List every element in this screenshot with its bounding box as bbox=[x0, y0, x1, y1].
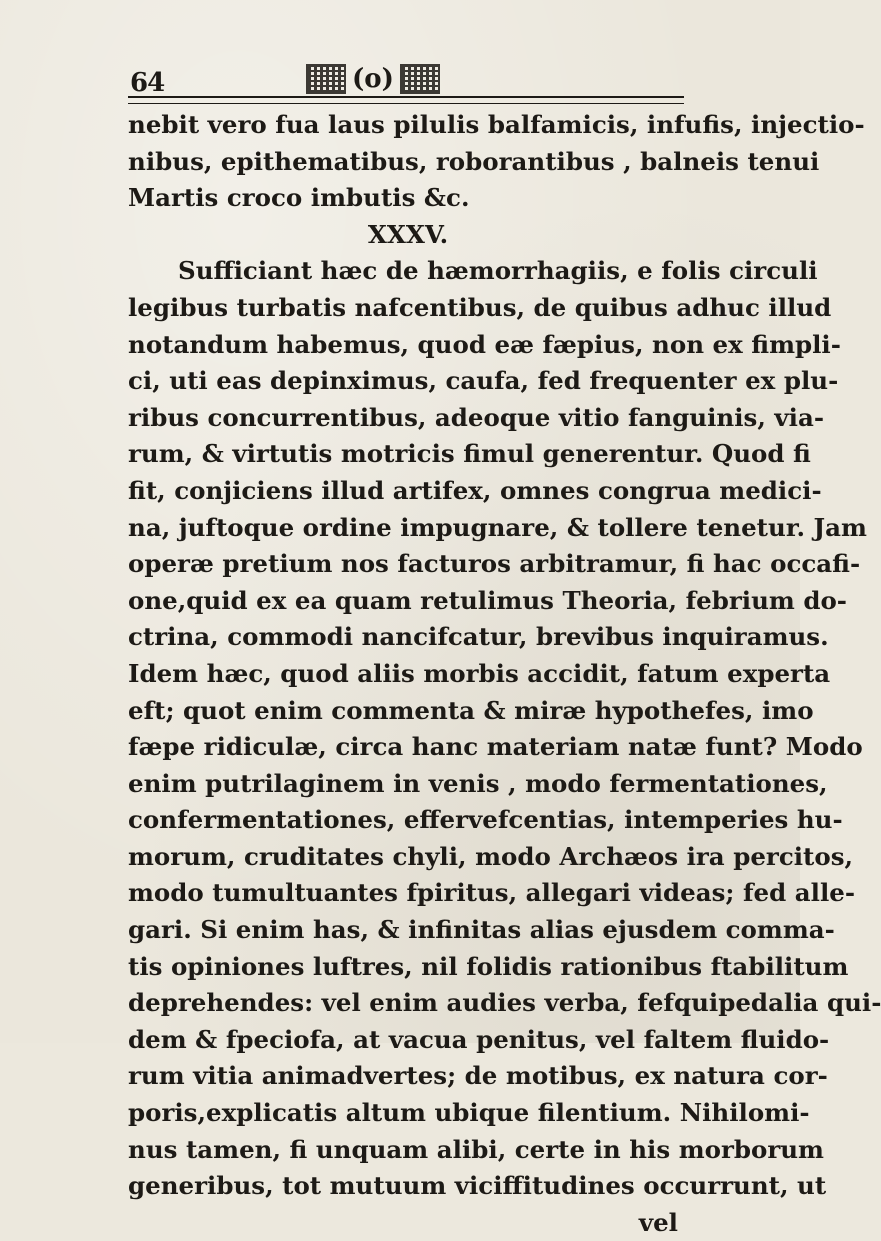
text-line: ribus concurrentibus, adeoque vitio fanguinis, via- bbox=[128, 402, 824, 432]
text-line: eft; quot enim commenta & miræ hypothefes, imo bbox=[128, 695, 814, 725]
text-line: legibus turbatis nafcentibus, de quibus adhuc illud bbox=[128, 292, 832, 322]
text-line: tis opiniones luftres, nil folidis rationibus ftabilitum bbox=[128, 951, 849, 981]
text-line: dem & fpeciofa, at vacua penitus, vel faltem fluido- bbox=[128, 1024, 830, 1054]
ornament-center: (o) bbox=[352, 64, 394, 94]
page-number: 64 bbox=[130, 68, 165, 98]
text-line: nus tamen, fi unquam alibi, certe in his morborum bbox=[128, 1134, 824, 1164]
text-line: gari. Si enim has, & infinitas alias ejusdem comma- bbox=[128, 915, 835, 945]
text-line: ctrina, commodi nancifcatur, brevibus inquiramus. bbox=[128, 622, 829, 652]
text-line: modo tumultuantes fpiritus, allegari videas; fed alle- bbox=[128, 878, 856, 908]
text-line: rum, & virtutis motricis fimul generentur. Quod fi bbox=[128, 439, 811, 469]
ornament-right-block bbox=[400, 64, 440, 94]
text-line: generibus, tot mutuum viciffitudines occurrunt, ut bbox=[128, 1171, 827, 1201]
text-line: na, juftoque ordine impugnare, & tollere tenetur. Jam bbox=[128, 512, 867, 542]
ornament-left-block bbox=[306, 64, 346, 94]
text-line: notandum habemus, quod eæ fæpius, non ex fimpli- bbox=[128, 329, 841, 359]
body-text bbox=[128, 107, 881, 1241]
text-line: one,quid ex ea quam retulimus Theoria, febrium do- bbox=[128, 585, 847, 615]
text-line: Idem hæc, quod aliis morbis accidit, fatum experta bbox=[128, 658, 831, 688]
text-line: fæpe ridiculæ, circa hanc materiam natæ funt? Modo bbox=[128, 732, 863, 762]
text-line: enim putrilaginem in venis , modo fermentationes, bbox=[128, 768, 828, 798]
text-line: poris,explicatis altum ubique filentium. Nihilomi- bbox=[128, 1098, 810, 1128]
text-line: Sufficiant hæc de hæmorrhagiis, e folis circuli bbox=[178, 256, 818, 286]
section-number: XXXV. bbox=[367, 219, 449, 249]
text-line: nibus, epithematibus, roborantibus , balneis tenui bbox=[128, 146, 820, 176]
text-line: nebit vero fua laus pilulis balfamicis, infufis, injectio- bbox=[128, 110, 865, 139]
text-line: morum, cruditates chyli, modo Archæos ira percitos, bbox=[128, 841, 854, 871]
text-line: rum vitia animadvertes; de motibus, ex natura cor- bbox=[128, 1061, 828, 1091]
text-line: deprehendes: vel enim audies verba, fefquipedalia qui- bbox=[128, 988, 881, 1018]
text-line: Martis croco imbutis &c. bbox=[128, 183, 470, 213]
text-line: ci, uti eas depinximus, caufa, fed frequenter ex plu- bbox=[128, 366, 839, 396]
text-line: fit, conjiciens illud artifex, omnes congrua medici- bbox=[128, 475, 822, 505]
catchword: vel bbox=[638, 1207, 678, 1237]
text-line: confermentationes, effervefcentias, intemperies hu- bbox=[128, 805, 843, 835]
text-line: operæ pretium nos facturos arbitramur, fi hac occafi- bbox=[128, 549, 861, 579]
header-ornament bbox=[306, 64, 440, 94]
header-rule bbox=[128, 96, 684, 104]
